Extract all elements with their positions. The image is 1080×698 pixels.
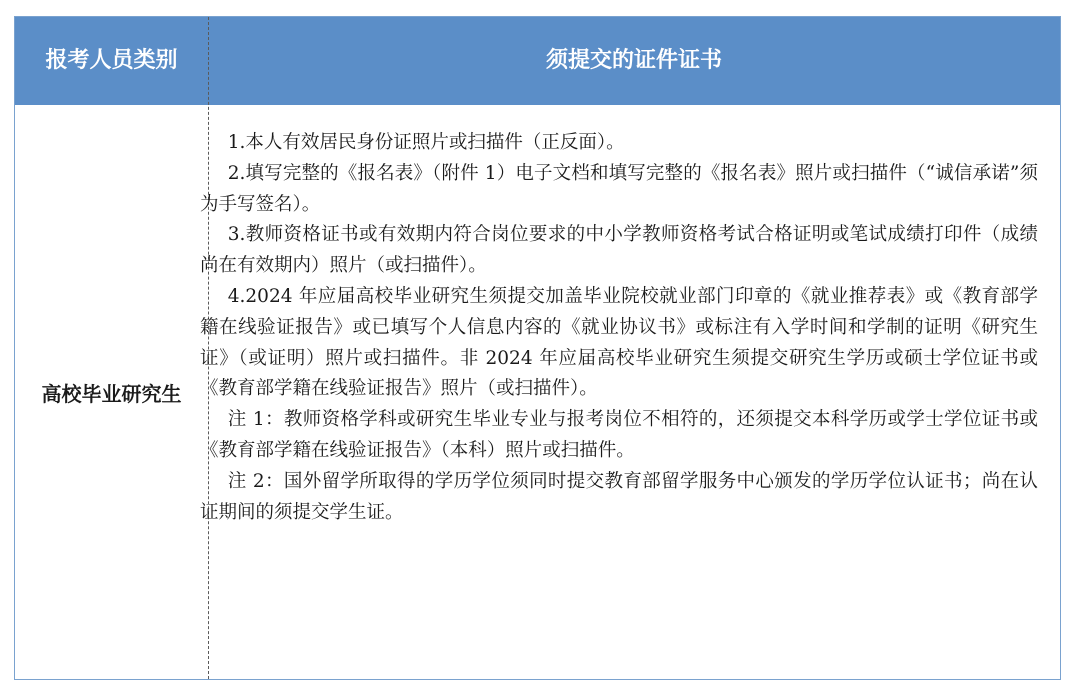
header-category: 报考人员类别 (45, 48, 178, 73)
category-label: 高校毕业研究生 (41, 381, 182, 406)
document-item-2: 2.填写完整的《报名表》（附件 1）电子文档和填写完整的《报名表》照片或扫描件（“诚信承诺”须为手写签名）。 (200, 162, 1038, 215)
document-item-1: 1.本人有效居民身份证照片或扫描件（正反面）。 (227, 132, 625, 153)
table-header (15, 17, 1060, 105)
document-item-3: 3.教师资格证书或有效期内符合岗位要求的中小学教师资格考试合格证明或笔试成绩打印件（成绩尚在有效期内）照片（或扫描件）。 (200, 224, 1038, 277)
documents-cell (200, 128, 1038, 528)
document-item-4: 4.2024 年应届高校毕业研究生须提交加盖毕业院校就业部门印章的《就业推荐表》或《教育部学籍在线验证报告》或已填写个人信息内容的《就业协议书》或标注有入学时间和学制的证明《研究生证》（或证明）照片或扫描件。非 2024 年应届高校毕业研究生须提交研究生学历或硕士学位证书或《教育部学籍在线验证报告》照片（或扫描件）。 (200, 285, 1038, 400)
header-documents: 须提交的证件证书 (545, 48, 722, 73)
note-1: 注 1：教师资格学科或研究生毕业专业与报考岗位不相符的，还须提交本科学历或学士学位证书或《教育部学籍在线验证报告》（本科）照片或扫描件。 (200, 409, 1038, 461)
category-cell (15, 105, 208, 679)
note-2: 注 2：国外留学所取得的学历学位须同时提交教育部留学服务中心颁发的学历学位认证书；尚在认证期间的须提交学生证。 (200, 470, 1038, 523)
